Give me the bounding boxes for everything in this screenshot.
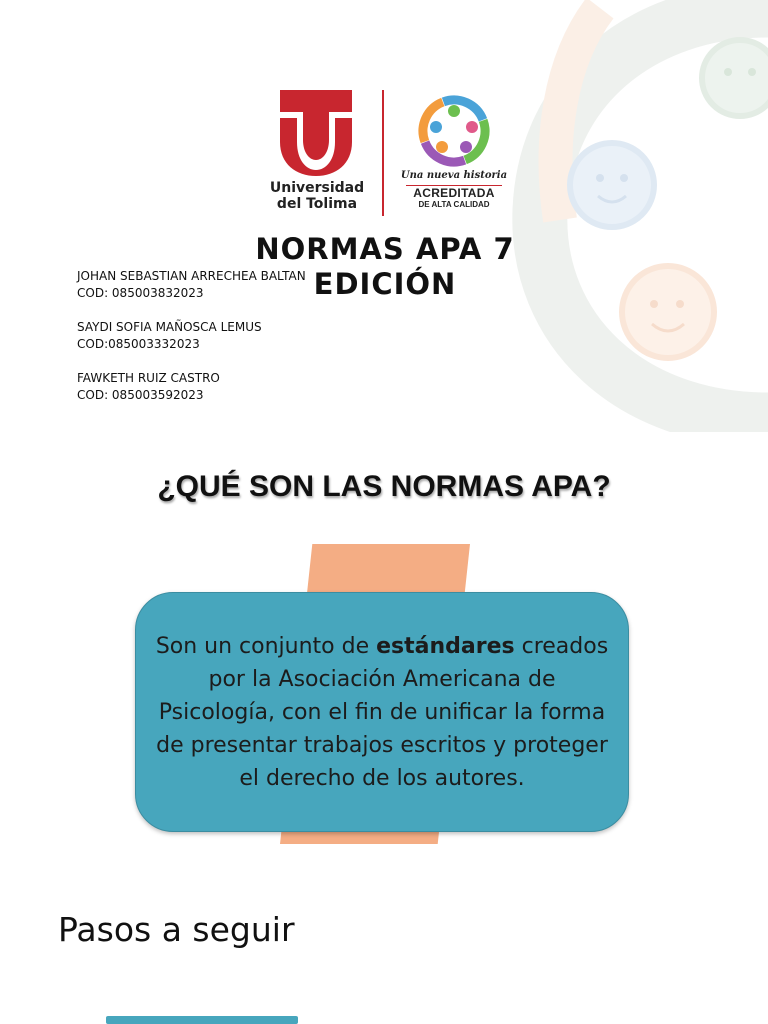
ut-shield-icon — [280, 90, 352, 176]
author-name: SAYDI SOFIA MAÑOSCA LEMUS — [77, 320, 262, 334]
cover-slide — [0, 0, 768, 432]
definition-text — [152, 630, 612, 795]
definition-slide — [0, 452, 768, 862]
author-name: FAWKETH RUIZ CASTRO — [77, 371, 220, 385]
author-code: COD: 085003592023 — [77, 388, 204, 402]
author-code: COD:085003332023 — [77, 337, 200, 351]
definition-text-start: Son un conjunto de — [155, 633, 377, 659]
logo-divider — [382, 90, 384, 216]
definition-heading: ¿QUÉ SON LAS NORMAS APA? — [157, 470, 611, 503]
university-name-line1: Universidad — [269, 180, 365, 196]
university-name-line2: del Tolima — [276, 196, 358, 212]
accreditation-logo — [398, 94, 510, 216]
definition-text-bold: estándares — [376, 633, 515, 659]
accreditation-tagline: Una nueva historia — [400, 170, 508, 181]
author-list — [77, 268, 306, 404]
title-line2: EDICIÓN — [313, 267, 457, 301]
accreditation-line1: ACREDITADA — [413, 186, 495, 200]
definition-text-end: creados por la Asociación Americana de Psicología, con el fin de unificar la forma de presentar trabajos escritos y proteger el derecho de los autores. — [156, 633, 609, 791]
author-name: JOHAN SEBASTIAN ARRECHEA BALTAN — [77, 269, 306, 283]
university-logo — [262, 90, 372, 220]
accreditation-line2: DE ALTA CALIDAD — [418, 200, 490, 209]
steps-heading: Pasos a seguir — [58, 910, 295, 949]
accreditation-wheel-icon — [417, 94, 491, 168]
next-slide-box — [106, 1016, 298, 1024]
author-code: COD: 085003832023 — [77, 286, 204, 300]
title-line1: NORMAS APA 7 — [255, 232, 515, 266]
definition-box — [135, 592, 629, 832]
